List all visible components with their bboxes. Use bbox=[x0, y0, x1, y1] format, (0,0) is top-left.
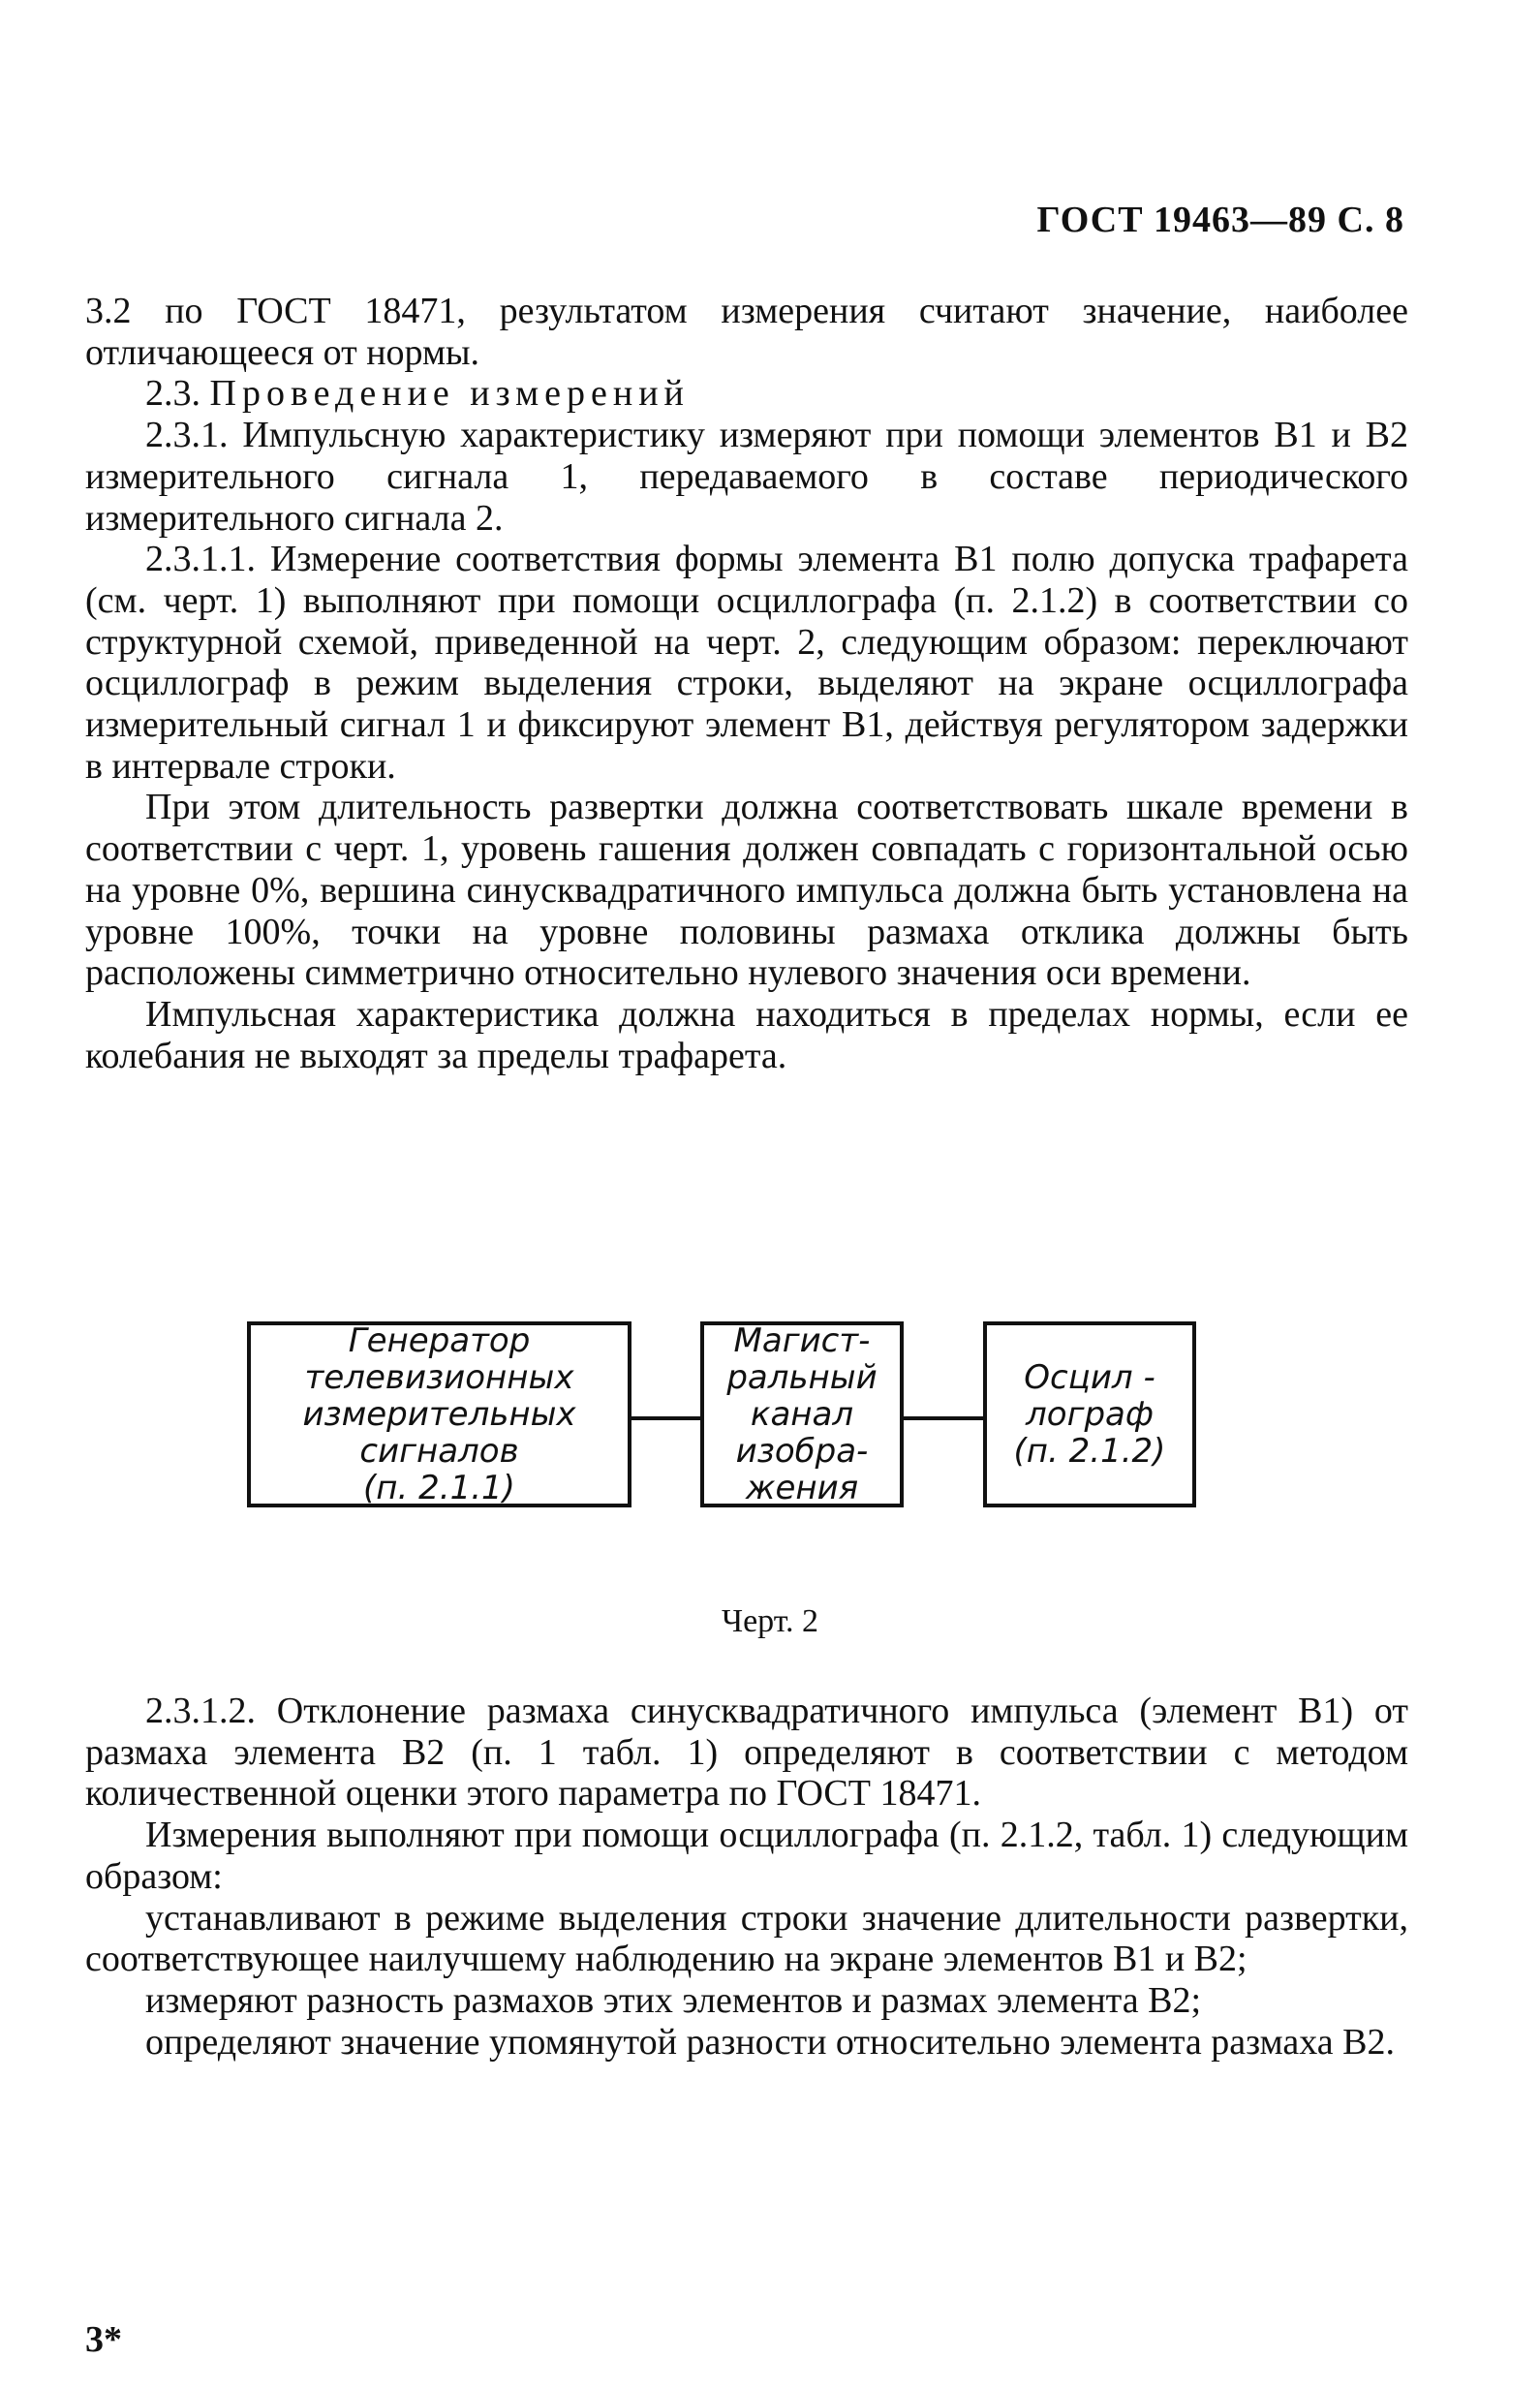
oscilloscope-line-3: (п. 2.1.2) bbox=[1013, 1432, 1166, 1471]
generator-line-4: сигналов bbox=[359, 1432, 519, 1471]
channel-line-4: изобра- bbox=[735, 1432, 869, 1471]
connector-line-1 bbox=[631, 1416, 700, 1420]
channel-line-5: жения bbox=[745, 1469, 859, 1507]
paragraph-2-3-1: 2.3.1. Импульсную характеристику измеряют при помощи элементов В1 и В2 измерительного сигнала 1, передаваемого в составе периодического измерительного сигнала 2. bbox=[85, 415, 1408, 539]
channel-line-2: ральный bbox=[726, 1358, 878, 1397]
section-number: 2.3. bbox=[145, 373, 200, 415]
paragraph-measure-diff: измеряют разность размахов этих элементов и размах элемента В2; bbox=[145, 1979, 1202, 2021]
paragraph-measurements: Измерения выполняют при помощи осциллографа (п. 2.1.2, табл. 1) следующим образом: bbox=[85, 1815, 1408, 1897]
figure-caption: Черт. 2 bbox=[721, 1603, 819, 1639]
paragraph-set-sweep: устанавливают в режиме выделения строки значение длительности развертки, соответствующее наилучшему наблюдению на экране элементов В1 и В2; bbox=[85, 1897, 1408, 1980]
text-block-top bbox=[85, 291, 1408, 1076]
paragraph-2-3-1-2: 2.3.1.2. Отклонение размаха синусквадратичного импульса (элемент В1) от размаха элемента В2 (п. 1 табл. 1) определяют в соответствии с методом количественной оценки этого параметра по ГОСТ 18471. bbox=[85, 1691, 1408, 1815]
paragraph-relative: определяют значение упомянутой разности относительно элемента размаха В2. bbox=[145, 2021, 1395, 2063]
generator-line-3: измерительных bbox=[302, 1395, 576, 1434]
generator-line-2: телевизионных bbox=[304, 1358, 574, 1397]
generator-line-5: (п. 2.1.1) bbox=[363, 1469, 515, 1507]
block-diagram bbox=[247, 1318, 1235, 1511]
connector-line-2 bbox=[904, 1416, 983, 1420]
generator-line-1: Генератор bbox=[348, 1321, 531, 1360]
text-block-bottom bbox=[85, 1691, 1408, 2063]
page-header: ГОСТ 19463—89 С. 8 bbox=[1036, 200, 1404, 240]
section-title: Проведение измерений bbox=[209, 373, 690, 415]
oscilloscope-box bbox=[983, 1321, 1196, 1507]
paragraph-norm: Импульсная характеристика должна находиться в пределах нормы, если ее колебания не выходят за пределы трафарета. bbox=[85, 993, 1408, 1076]
paragraph-continuation: 3.2 по ГОСТ 18471, результатом измерения считают значение, наиболее отличающееся от нормы. bbox=[85, 291, 1408, 373]
oscilloscope-line-2: лограф bbox=[1026, 1395, 1154, 1434]
channel-line-1: Магист- bbox=[733, 1321, 871, 1360]
channel-line-3: канал bbox=[750, 1395, 854, 1434]
generator-box bbox=[247, 1321, 631, 1507]
paragraph-2-3-1-1: 2.3.1.1. Измерение соответствия формы элемента В1 полю допуска трафарета (см. черт. 1) выполняют при помощи осциллографа (п. 2.1.2) в соответствии со структурной схемой, приведенной на черт. 2, следующим образом: переключают осциллограф в режим выделения строки, выделяют на экране осциллографа измерительный сигнал 1 и фиксируют элемент В1, действуя регулятором задержки в интервале строки. bbox=[85, 539, 1408, 787]
channel-box bbox=[700, 1321, 904, 1507]
signature-mark: 3* bbox=[85, 2319, 122, 2360]
paragraph-sweep: При этом длительность развертки должна соответствовать шкале времени в соответствии с черт. 1, уровень гашения должен совпадать с горизонтальной осью на уровне 0%, вершина синусквадратичного импульса должна быть установлена на уровне 100%, точки на уровне половины размаха отклика должны быть расположены симметрично относительно нулевого значения оси времени. bbox=[85, 787, 1408, 994]
section-heading bbox=[85, 373, 1408, 415]
oscilloscope-line-1: Осцил - bbox=[1024, 1358, 1155, 1397]
